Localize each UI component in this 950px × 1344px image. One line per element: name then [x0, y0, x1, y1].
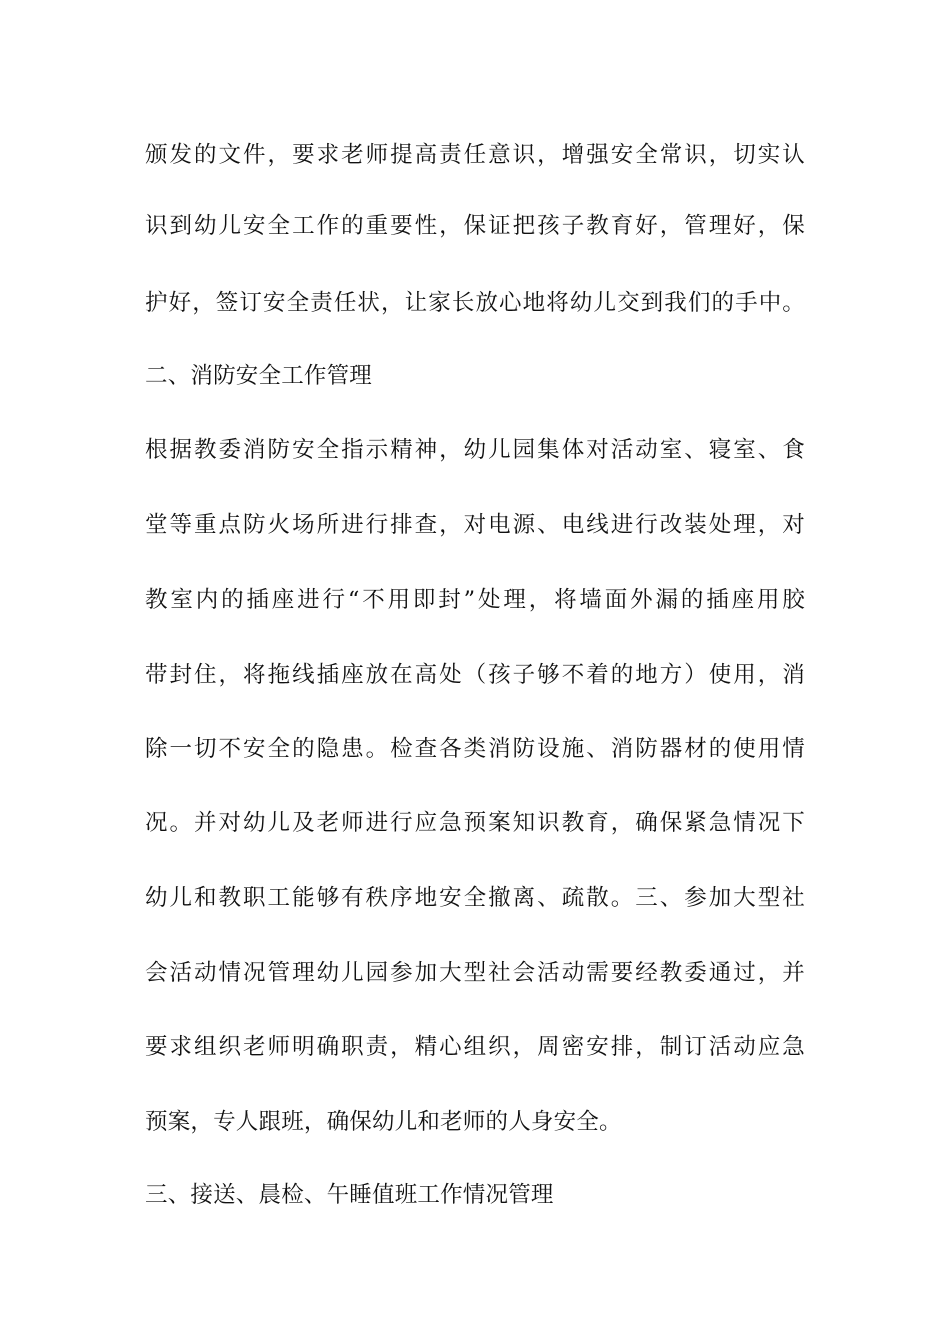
paragraph-line: 根据教委消防安全指示精神，幼儿园集体对活动室、寝室、食 — [145, 437, 805, 463]
paragraph-line: 幼儿和教职工能够有秩序地安全撤离、疏散。三、参加大型社 — [145, 885, 805, 911]
paragraph-line: 识到幼儿安全工作的重要性，保证把孩子教育好，管理好，保 — [145, 213, 805, 239]
paragraph-line: 教室内的插座进行“不用即封”处理，将墙面外漏的插座用胶 — [145, 587, 805, 613]
paragraph-line: 预案，专人跟班，确保幼儿和老师的人身安全。 — [145, 1109, 622, 1135]
paragraph-line: 护好，签订安全责任状，让家长放心地将幼儿交到我们的手中。 — [145, 290, 805, 316]
paragraph-line: 带封住，将拖线插座放在高处（孩子够不着的地方）使用，消 — [145, 662, 805, 688]
section-heading: 二、消防安全工作管理 — [145, 363, 373, 389]
paragraph-line: 颁发的文件，要求老师提高责任意识，增强安全常识，切实认 — [145, 142, 805, 168]
paragraph-line: 会活动情况管理幼儿园参加大型社会活动需要经教委通过，并 — [145, 960, 805, 986]
paragraph-line: 况。并对幼儿及老师进行应急预案知识教育，确保紧急情况下 — [145, 810, 805, 836]
paragraph-line: 要求组织老师明确职责，精心组织，周密安排，制订活动应急 — [145, 1034, 805, 1060]
paragraph-line: 堂等重点防火场所进行排查，对电源、电线进行改装处理，对 — [145, 512, 805, 538]
section-heading: 三、接送、晨检、午睡值班工作情况管理 — [145, 1182, 554, 1208]
paragraph-line: 除一切不安全的隐患。检查各类消防设施、消防器材的使用情 — [145, 736, 805, 762]
